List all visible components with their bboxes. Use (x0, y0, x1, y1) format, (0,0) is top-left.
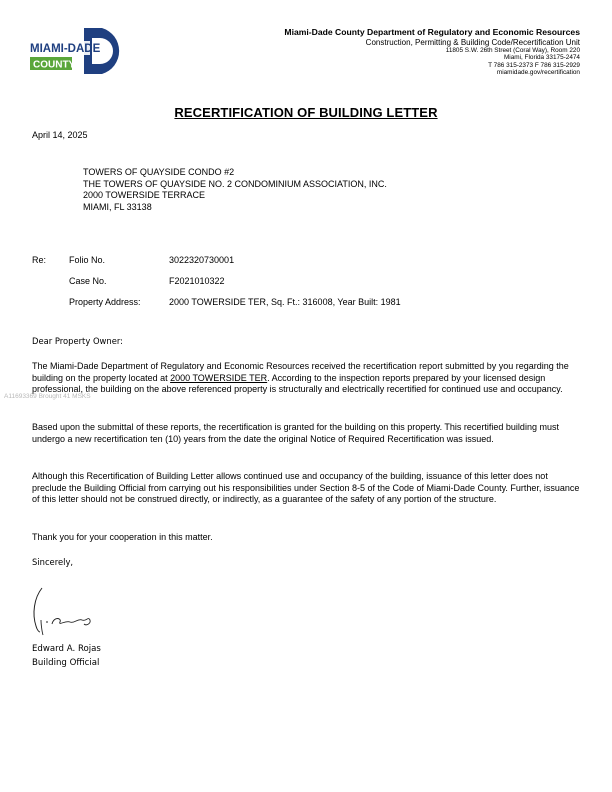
website: miamidade.gov/recertification (496, 69, 580, 77)
p1-text-after: . According to the inspection reports prepared by your licensed design professional, the building on the above referenced property is structurally and electrically recertified for continued use and occupancy. (32, 372, 563, 395)
folio-label: Folio No. (69, 255, 106, 265)
p1-text-before: The Miami-Dade Department of Regulatory and Economic Resources received the recertification report submitted by you regarding the building on the property located at (32, 361, 569, 383)
letterhead (284, 28, 580, 77)
case-label: Case No. (69, 276, 107, 286)
closing: Sincerely, (32, 557, 74, 567)
case-value: F2021010322 (169, 276, 225, 286)
paragraph-report-received (32, 361, 582, 396)
watermark: A11693369 Brought 41 MSKS (4, 393, 91, 400)
miami-dade-logo (28, 26, 128, 74)
unit-name: Construction, Permitting & Building Code/Recertification Unit (365, 37, 580, 47)
signature (28, 580, 98, 640)
paragraph-recertification-granted: Based upon the submittal of these reports, the recertification is granted for the building on this property. This recertified building must undergo a new recertification ten (10) years from the date the original Notice of Required Recertification was issued. (32, 422, 559, 444)
greeting: Dear Property Owner: (32, 336, 123, 346)
re-label: Re: (32, 255, 47, 265)
department-name: Miami-Dade County Department of Regulatory and Economic Resources (284, 27, 580, 37)
letter-title: RECERTIFICATION OF BUILDING LETTER (174, 105, 438, 120)
recipient-line: TOWERS OF QUAYSIDE CONDO #2 (83, 167, 235, 177)
property-address-link: 2000 TOWERSIDE TER (170, 372, 268, 383)
folio-value: 3022320730001 (169, 255, 235, 265)
recipient-line: 2000 TOWERSIDE TERRACE (83, 190, 206, 201)
street-address: 11805 S.W. 26th Street (Coral Way), Room 220 (445, 47, 580, 55)
phone-fax: T 786 315-2373 F 786 315-2929 (488, 61, 580, 69)
city-address: Miami, Florida 33175-2474 (503, 54, 580, 62)
signer-name: Edward A. Rojas (32, 644, 101, 654)
property-value: 2000 TOWERSIDE TER, Sq. Ft.: 316008, Year Built: 1981 (169, 297, 401, 307)
signer-title: Building Official (32, 657, 100, 668)
paragraph-disclaimer: Although this Recertification of Building Letter allows continued use and occupancy of the building, issuance of this letter does not preclude the Building Official from carrying out his responsibilities under Section 8-5 of the Code of Miami-Dade County. Further, issuance of this letter should not be construed directly, or indirectly, as a guarantee of the safety of any portion of the structure. (32, 471, 580, 505)
letter-date: April 14, 2025 (32, 130, 88, 140)
signer-block (32, 643, 101, 670)
recipient-line: THE TOWERS OF QUAYSIDE NO. 2 CONDOMINIUM ASSOCIATION, INC. (83, 178, 387, 189)
property-label: Property Address: (69, 297, 141, 307)
recipient-address (83, 167, 387, 213)
recipient-line: MIAMI, FL 33138 (83, 201, 152, 212)
logo-bottom-text: COUNTY (33, 59, 76, 71)
logo-top-text: MIAMI-DADE (30, 43, 101, 55)
thanks-line: Thank you for your cooperation in this matter. (32, 532, 213, 542)
